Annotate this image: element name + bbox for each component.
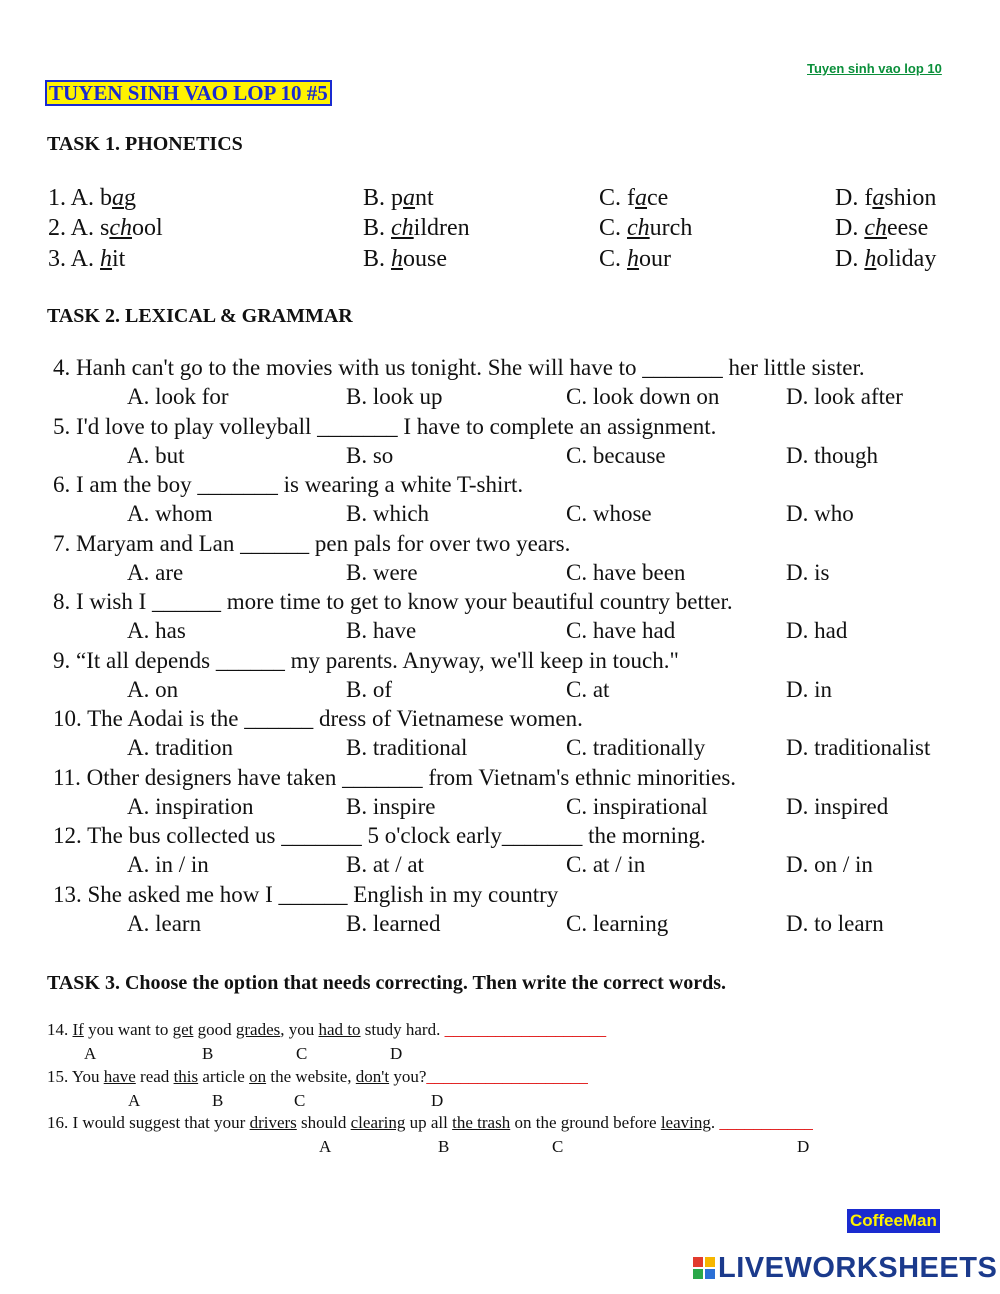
- liveworksheets-icon: [693, 1257, 715, 1279]
- underlined-option[interactable]: drivers: [249, 1113, 297, 1132]
- answer-option[interactable]: D. inspired: [786, 793, 889, 819]
- answer-option[interactable]: D. traditionalist: [786, 735, 931, 760]
- question-text: 5. I'd love to play volleyball _______ I have to complete an assignment.: [53, 413, 717, 439]
- phonetics-option-3-d: D. holiday: [835, 246, 937, 272]
- answer-option[interactable]: D. look after: [786, 384, 903, 409]
- author-badge: CoffeeMan: [847, 1209, 940, 1233]
- question-text: 11. Other designers have taken _______ from Vietnam's ethnic minorities.: [53, 764, 737, 790]
- answer-option[interactable]: B. of: [346, 676, 392, 702]
- question-text: 10. The Aodai is the ______ dress of Vietnamese women.: [53, 706, 583, 731]
- option-letter: B: [438, 1137, 450, 1156]
- answer-option[interactable]: C. at: [566, 676, 610, 702]
- liveworksheets-logo[interactable]: [693, 1252, 997, 1285]
- answer-option[interactable]: C. traditionally: [566, 735, 706, 760]
- option-letter: D: [390, 1044, 403, 1063]
- answer-option[interactable]: A. are: [127, 559, 184, 585]
- answer-option[interactable]: B. which: [346, 501, 430, 526]
- phonetics-option-3-b: B. house: [363, 246, 448, 272]
- answer-option[interactable]: C. have had: [566, 618, 676, 643]
- question-text: 6. I am the boy _______ is wearing a white T-shirt.: [53, 472, 524, 497]
- option-letter: C: [552, 1137, 564, 1156]
- answer-option[interactable]: A. but: [127, 442, 185, 468]
- page-title: TUYEN SINH VAO LOP 10 #5: [45, 80, 332, 106]
- task3-heading: TASK 3. Choose the option that needs correcting. Then write the correct words.: [47, 972, 727, 994]
- answer-option[interactable]: B. look up: [346, 384, 443, 409]
- question-text: 8. I wish I ______ more time to get to know your beautiful country better.: [53, 589, 733, 614]
- answer-option[interactable]: B. inspire: [346, 793, 436, 819]
- task2-heading: TASK 2. LEXICAL & GRAMMAR: [47, 305, 353, 327]
- answer-option[interactable]: B. at / at: [346, 852, 424, 877]
- phonetics-option-2-b: B. children: [363, 215, 470, 241]
- answer-option[interactable]: C. look down on: [566, 384, 720, 409]
- answer-option[interactable]: B. were: [346, 559, 418, 585]
- answer-option[interactable]: A. learn: [127, 910, 202, 936]
- option-letter: B: [202, 1044, 214, 1063]
- phonetics-option-1-b: B. pant: [363, 185, 434, 211]
- option-letter: A: [84, 1044, 97, 1063]
- underlined-option[interactable]: leaving: [660, 1113, 711, 1132]
- question-15: 15. You have read this article on the website, don't you?___________________: [47, 1067, 588, 1086]
- underlined-option[interactable]: have: [103, 1067, 136, 1086]
- underlined-option[interactable]: grades: [235, 1020, 281, 1039]
- answer-option[interactable]: D. is: [786, 559, 830, 585]
- answer-option[interactable]: C. inspirational: [566, 793, 708, 819]
- answer-option[interactable]: A. inspiration: [127, 793, 254, 819]
- answer-option[interactable]: D. on / in: [786, 852, 873, 877]
- answer-option[interactable]: C. learning: [566, 910, 669, 936]
- phonetics-option-1-c: C. face: [599, 185, 669, 211]
- answer-option[interactable]: A. look for: [127, 384, 229, 409]
- answer-blank[interactable]: ___________________: [426, 1067, 588, 1086]
- underlined-option[interactable]: this: [173, 1067, 199, 1086]
- question-text: 9. “It all depends ______ my parents. Anyway, we'll keep in touch.": [53, 647, 679, 673]
- underlined-option[interactable]: the trash: [452, 1113, 511, 1132]
- question-text: 13. She asked me how I ______ English in my country: [53, 881, 559, 907]
- logo-text: LIVEWORKSHEETS: [718, 1252, 998, 1284]
- phonetics-option-2-d: D. cheese: [835, 215, 929, 241]
- header-link[interactable]: Tuyen sinh vao lop 10: [807, 61, 942, 76]
- answer-option[interactable]: C. at / in: [566, 852, 646, 877]
- answer-blank[interactable]: ___________: [719, 1113, 813, 1132]
- answer-option[interactable]: C. have been: [566, 559, 686, 585]
- phonetics-option-1-d: D. fashion: [835, 185, 937, 211]
- answer-option[interactable]: D. who: [786, 501, 854, 526]
- option-letter: D: [431, 1091, 444, 1110]
- question-text: 7. Maryam and Lan ______ pen pals for over two years.: [53, 530, 571, 556]
- answer-option[interactable]: B. traditional: [346, 735, 468, 760]
- question-16: 16. I would suggest that your drivers should clearing up all the trash on the ground before leaving. ___________: [47, 1113, 813, 1132]
- underlined-option[interactable]: get: [172, 1020, 194, 1039]
- underlined-option[interactable]: had to: [318, 1020, 361, 1039]
- option-letter: A: [319, 1137, 332, 1156]
- option-letter: C: [294, 1091, 306, 1110]
- answer-option[interactable]: B. have: [346, 618, 417, 643]
- phonetics-option-3-a: 3. A. hit: [48, 246, 126, 272]
- answer-option[interactable]: C. whose: [566, 501, 652, 526]
- task1-heading: TASK 1. PHONETICS: [47, 133, 243, 155]
- answer-option[interactable]: A. in / in: [127, 852, 209, 877]
- answer-option[interactable]: A. has: [127, 618, 186, 643]
- answer-blank[interactable]: ___________________: [444, 1020, 607, 1039]
- answer-option[interactable]: D. though: [786, 442, 878, 468]
- underlined-option[interactable]: clearing: [350, 1113, 406, 1132]
- answer-option[interactable]: A. whom: [127, 501, 213, 526]
- answer-option[interactable]: B. so: [346, 442, 394, 468]
- answer-option[interactable]: D. to learn: [786, 910, 884, 936]
- answer-option[interactable]: C. because: [566, 442, 666, 468]
- underlined-option[interactable]: If: [72, 1020, 84, 1039]
- underlined-option[interactable]: don't: [355, 1067, 390, 1086]
- phonetics-option-2-a: 2. A. school: [48, 215, 163, 241]
- question-14: 14. If you want to get good grades, you had to study hard. ___________________: [47, 1020, 607, 1039]
- option-letter: C: [296, 1044, 308, 1063]
- answer-option[interactable]: A. on: [127, 676, 179, 702]
- answer-option[interactable]: D. had: [786, 618, 848, 643]
- option-letter: B: [212, 1091, 224, 1110]
- answer-option[interactable]: A. tradition: [127, 735, 234, 760]
- phonetics-option-3-c: C. hour: [599, 246, 672, 272]
- question-text: 12. The bus collected us _______ 5 o'clock early_______ the morning.: [53, 823, 706, 848]
- phonetics-option-2-c: C. church: [599, 215, 693, 241]
- option-letter: A: [128, 1091, 141, 1110]
- option-letter: D: [797, 1137, 810, 1156]
- underlined-option[interactable]: on: [249, 1067, 267, 1086]
- question-text: 4. Hanh can't go to the movies with us tonight. She will have to _______ her little sister.: [53, 355, 865, 380]
- answer-option[interactable]: D. in: [786, 676, 832, 702]
- answer-option[interactable]: B. learned: [346, 910, 441, 936]
- phonetics-option-1-a: 1. A. bag: [48, 185, 137, 211]
